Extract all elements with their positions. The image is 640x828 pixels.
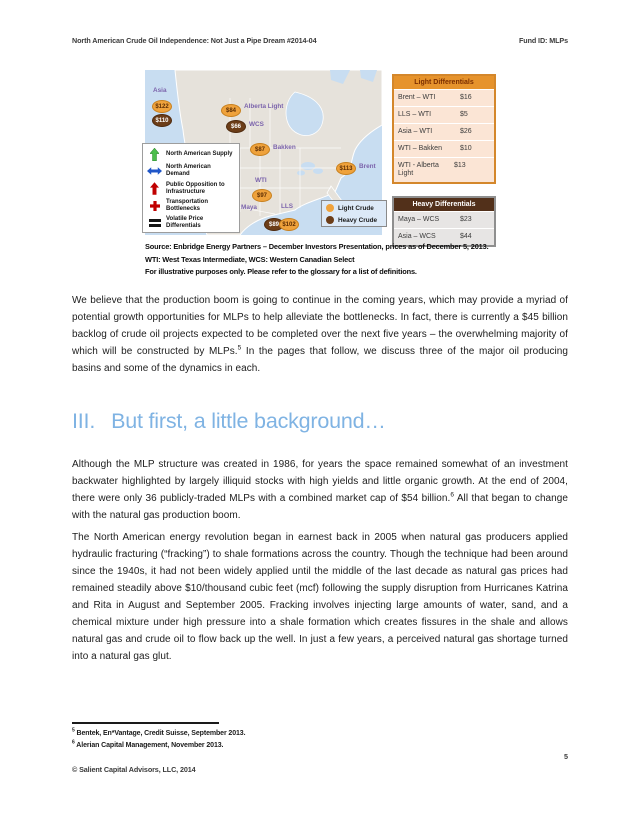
red-up-arrow-icon bbox=[147, 182, 162, 195]
heavy-crude-dot-icon bbox=[326, 216, 334, 224]
legend-item-volatile: Volatile Price Differentials bbox=[147, 216, 236, 230]
price-oval-asia-heavy: $110 bbox=[152, 114, 172, 127]
price-oval-lls: $102 bbox=[279, 218, 299, 231]
price-oval-asia-light: $122 bbox=[152, 100, 172, 113]
footnote-ref-6: 6 bbox=[450, 491, 455, 499]
paragraph-energy-revolution: The North American energy revolution began in earnest back in 2005 when natural gas producers applied hydraulic fracturing (“fracking”) to shale formations across the country. Though the technique had been around since the 1940s, it had not been widely applied until the middle of the last decade as natural gas prices had remained steadily above $10/thousand cubic feet (mcf) following the supply disruption from Hurricanes Katrina and Rita in August and September 2005. Fracking involves injecting large amounts of water, sand, and a chemical mixture under high pressure into a shale formation which creates fissures in the shale and allows natural gas and crude oil to flow back up the well. In just a few years, a perceived natural gas shortage turned into a natural gas glut. bbox=[72, 532, 568, 662]
table-row: Brent – WTI $16 bbox=[394, 89, 494, 106]
section-heading bbox=[72, 409, 386, 434]
price-oval-alberta-light: $84 bbox=[221, 104, 241, 117]
crude-type-legend bbox=[321, 200, 387, 227]
map-label-brent: Brent bbox=[359, 163, 376, 170]
table-row: Maya – WCS $23 bbox=[394, 211, 494, 228]
paragraph-mlp-history: Although the MLP structure was created in 1986, for years the space remained somewhat of an investment backwater highlighted by largely illiquid stocks with high yields and little organic growth. At the end of 2004, there were only 36 publicly-traded MLPs with a combined market cap of $54 billion.$^6$ All that began to change with the natural gas production boom. bbox=[72, 459, 568, 521]
north-america-map bbox=[145, 70, 382, 235]
source-line: WTI: West Texas Intermediate, WCS: Western Canadian Select bbox=[145, 254, 355, 264]
map-label-maya: Maya bbox=[241, 204, 257, 211]
legend-item-supply: North American Supply bbox=[147, 148, 236, 161]
legend-item-heavy-crude: Heavy Crude bbox=[326, 216, 384, 224]
heavy-differentials-table bbox=[392, 196, 496, 247]
legend-item-bottlenecks: Transportation Bottlenecks bbox=[147, 199, 236, 213]
table-row: Asia – WTI $26 bbox=[394, 123, 494, 140]
map-label-asia: Asia bbox=[153, 87, 167, 94]
blue-double-arrow-icon bbox=[147, 167, 162, 175]
light-differentials-table bbox=[392, 74, 496, 184]
map-label-wcs: WCS bbox=[249, 121, 264, 128]
differentials-tables bbox=[392, 70, 496, 240]
source-line: Source: Enbridge Energy Partners – December Investors Presentation, prices as of December 5, 2013. bbox=[145, 242, 489, 251]
footnote-5: $^5$ Bentek, En*Vantage, Credit Suisse, September 2013. bbox=[72, 727, 246, 737]
copyright-footer: © Salient Capital Advisors, LLC, 2014 bbox=[72, 765, 196, 774]
page-header bbox=[72, 36, 568, 45]
price-oval-maya: $89 bbox=[264, 218, 284, 231]
map-label-wti: WTI bbox=[255, 177, 267, 184]
table-row: LLS – WTI $5 bbox=[394, 106, 494, 123]
paragraph-production-boom: We believe that the production boom is going to continue in the coming years, which may provide a myriad of potential growth opportunities for MLPs to help alleviate the bottlenecks. In fact, there is currently a $45 billion backlog of crude oil projects expected to be completed over the next five years – the overwhelming majority of which will be constructed by MLPs.$^5$ In the pages that follow, we discuss three of the major oil producing basins and some of the dynamics in each. bbox=[72, 295, 568, 374]
price-oval-wcs: $66 bbox=[226, 120, 246, 133]
legend-item-opposition: Public Opposition to Infrastructure bbox=[147, 182, 236, 196]
legend-item-light-crude: Light Crude bbox=[326, 204, 384, 212]
light-crude-dot-icon bbox=[326, 204, 334, 212]
red-cross-icon bbox=[147, 201, 162, 211]
heavy-differentials-header: Heavy Differentials bbox=[394, 198, 494, 211]
table-row: WTI – Bakken $10 bbox=[394, 140, 494, 157]
header-fund-id: Fund ID: MLPs bbox=[518, 36, 568, 45]
map-label-lls: LLS bbox=[281, 203, 294, 210]
green-up-arrow-icon bbox=[147, 148, 162, 161]
footnote-ref-5: 5 bbox=[237, 344, 242, 352]
price-oval-bakken: $87 bbox=[250, 143, 270, 156]
footnotes bbox=[72, 728, 245, 752]
header-title: North American Crude Oil Independence: Not Just a Pipe Dream #2014-04 bbox=[72, 36, 317, 45]
table-row: WTI - Alberta Light $13 bbox=[394, 157, 494, 182]
section-number: III. bbox=[72, 409, 96, 433]
source-line: For illustrative purposes only. Please refer to the glossary for a list of definitions. bbox=[145, 267, 417, 276]
section-title: But first, a little background… bbox=[111, 409, 386, 433]
price-oval-wti: $97 bbox=[252, 189, 272, 202]
footnote-divider bbox=[72, 722, 219, 724]
price-oval-brent: $113 bbox=[336, 162, 356, 175]
legend-item-demand: North American Demand bbox=[147, 164, 236, 178]
footnote-6: $^6$ Alerian Capital Management, November 2013. bbox=[72, 739, 224, 749]
crude-price-map-figure bbox=[145, 70, 497, 240]
black-equals-icon bbox=[147, 219, 162, 227]
map-label-bakken: Bakken bbox=[273, 144, 296, 151]
light-differentials-header: Light Differentials bbox=[394, 76, 494, 89]
page-number: 5 bbox=[564, 752, 568, 761]
table-row: Asia – WCS $44 bbox=[394, 228, 494, 245]
figure-source-note bbox=[145, 241, 585, 279]
map-label-alberta-light: Alberta Light bbox=[244, 103, 284, 110]
map-legend bbox=[142, 143, 240, 233]
